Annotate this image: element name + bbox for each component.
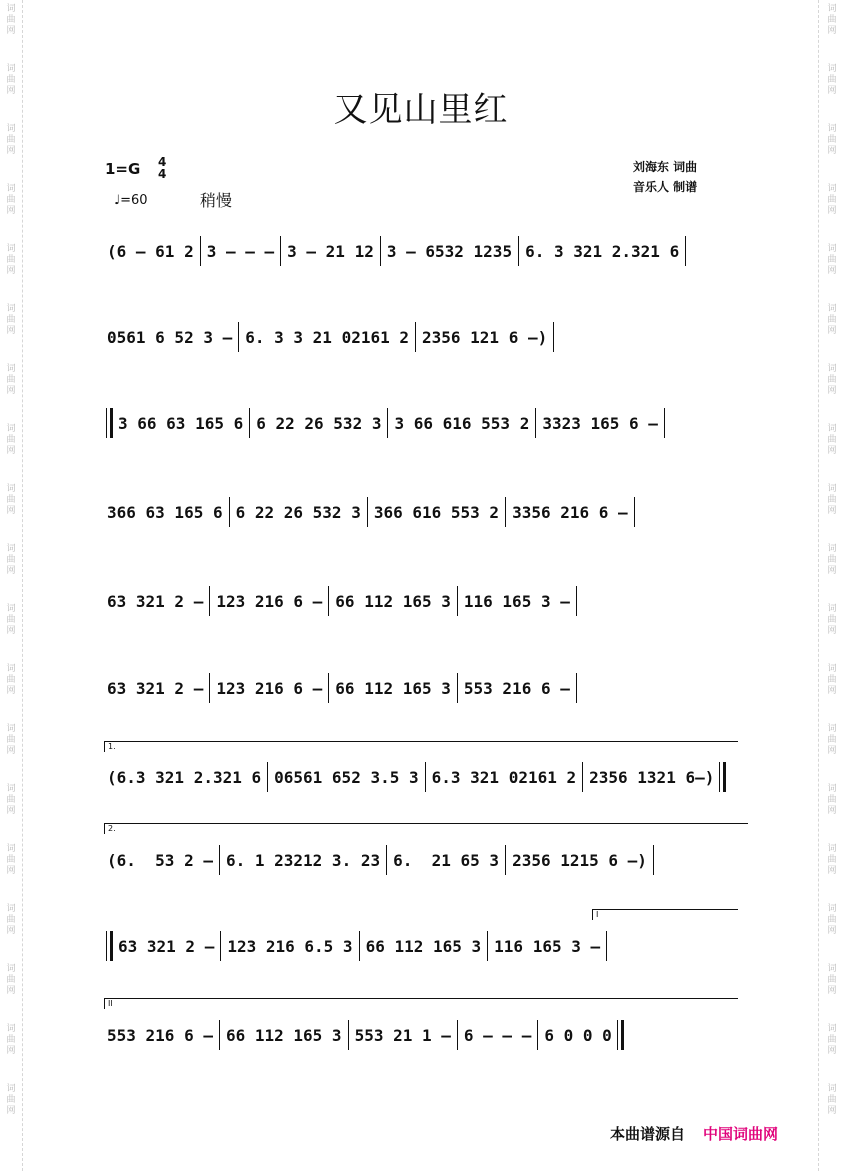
end-barline — [685, 236, 686, 266]
watermark-glyphs: 词 曲 网 — [827, 784, 837, 816]
barline — [415, 322, 416, 352]
watermark-glyphs: 词 曲 网 — [6, 244, 16, 276]
barline — [457, 1020, 458, 1050]
measure: 123 216 6 – — [216, 591, 323, 611]
score-line-1 — [104, 236, 740, 266]
watermark-glyphs: 词 曲 网 — [827, 544, 837, 576]
measure: 2356 1215 6 –) — [512, 850, 647, 870]
time-bottom: 4 — [158, 167, 167, 181]
measure: 6 0 0 0 — [544, 1025, 612, 1045]
barline — [209, 673, 210, 703]
volta-I: I — [592, 909, 738, 920]
credit-composer: 刘海东 词曲 — [633, 160, 698, 174]
page-title: 又见山里红 — [333, 90, 509, 130]
watermark-glyphs: 词 曲 网 — [6, 964, 16, 996]
score-line-7 — [104, 762, 740, 792]
key-signature: 1=G — [105, 160, 141, 178]
measure: 3 – 6532 1235 — [386, 241, 513, 261]
measure: 3356 216 6 – — [512, 502, 628, 522]
footer-prefix: 本曲谱源自 — [610, 1125, 686, 1143]
watermark-glyphs: 词 曲 网 — [827, 424, 837, 456]
measure: 6 22 26 532 3 — [235, 502, 361, 522]
barline — [229, 497, 230, 527]
watermark-glyphs: 词 曲 网 — [827, 844, 837, 876]
measure: 2356 121 6 –) — [422, 327, 548, 347]
measure: 553 216 6 – — [463, 678, 570, 698]
end-barline — [634, 497, 635, 527]
watermark-glyphs: 词 曲 网 — [827, 964, 837, 996]
barline — [209, 586, 210, 616]
barline — [359, 931, 360, 961]
measure: 553 216 6 – — [107, 1025, 213, 1045]
watermark-glyphs: 词 曲 网 — [827, 364, 837, 396]
end-barline — [653, 845, 654, 875]
measure: 63 321 2 – — [107, 678, 204, 698]
measure: 553 21 1 – — [354, 1025, 451, 1045]
tempo-word: 稍慢 — [200, 191, 233, 210]
measure: 3 – 21 12 — [287, 241, 374, 261]
volta-2: 2. — [104, 823, 748, 834]
measure: 6. 1 23212 3. 23 — [225, 850, 381, 870]
measure: 6. 21 65 3 — [393, 850, 500, 870]
time-top: 4 — [158, 155, 167, 169]
watermark-glyphs: 词 曲 网 — [6, 1084, 16, 1116]
watermark-glyphs: 词 曲 网 — [6, 124, 16, 156]
barline — [328, 586, 329, 616]
barline — [220, 931, 221, 961]
barline — [380, 236, 381, 266]
watermark-glyphs: 词 曲 网 — [6, 724, 16, 756]
barline — [238, 322, 239, 352]
barline — [280, 236, 281, 266]
footer-source — [610, 1123, 778, 1144]
credit-arranger: 音乐人 制谱 — [633, 180, 698, 194]
barline — [367, 497, 368, 527]
watermark-glyphs: 词 曲 网 — [827, 904, 837, 936]
barline — [518, 236, 519, 266]
end-barline — [719, 762, 726, 792]
watermark-glyphs: 词 曲 网 — [827, 4, 837, 36]
score-line-9 — [104, 931, 740, 961]
watermark-glyphs: 词 曲 网 — [827, 64, 837, 96]
watermark-glyphs: 词 曲 网 — [827, 244, 837, 276]
measure: 66 112 165 3 — [335, 591, 451, 611]
measure: 6 – – – — [463, 1025, 532, 1045]
watermark-glyphs: 词 曲 网 — [6, 4, 16, 36]
watermark-glyphs: 词 曲 网 — [6, 304, 16, 336]
score-line-5 — [104, 586, 740, 616]
watermark-glyphs: 词 曲 网 — [827, 724, 837, 756]
score-line-2 — [104, 322, 740, 352]
measure: 66 112 165 3 — [335, 678, 451, 698]
measure: 116 165 3 – — [463, 591, 570, 611]
barline — [457, 673, 458, 703]
barline — [535, 408, 536, 438]
watermark-glyphs: 词 曲 网 — [827, 304, 837, 336]
measure: 66 112 165 3 — [225, 1025, 342, 1045]
measure: 123 216 6 – — [216, 678, 323, 698]
measure: 3 66 63 165 6 — [118, 413, 244, 433]
watermark-glyphs: 词 曲 网 — [6, 604, 16, 636]
watermark-glyphs: 词 曲 网 — [6, 664, 16, 696]
watermark-glyphs: 词 曲 网 — [6, 904, 16, 936]
measure: (6 – 61 2 — [107, 241, 194, 261]
barline — [457, 586, 458, 616]
watermark-glyphs: 词 曲 网 — [827, 184, 837, 216]
volta-II: II — [104, 998, 738, 1009]
barline — [505, 497, 506, 527]
measure: 06561 652 3.5 3 — [274, 767, 419, 787]
volta-1: 1. — [104, 741, 738, 752]
score-line-8 — [104, 845, 740, 875]
measure: (6. 53 2 – — [107, 850, 213, 870]
measure: 63 321 2 – — [107, 591, 204, 611]
barline — [200, 236, 201, 266]
barline — [249, 408, 250, 438]
watermark-glyphs: 词 曲 网 — [827, 604, 837, 636]
barline — [487, 931, 488, 961]
barline — [582, 762, 583, 792]
measure: 366 616 553 2 — [373, 502, 500, 522]
measure: 3 – – – — [206, 241, 275, 261]
watermark-glyphs: 词 曲 网 — [827, 124, 837, 156]
barline — [387, 408, 388, 438]
watermark-glyphs: 词 曲 网 — [827, 1024, 837, 1056]
measure: 366 63 165 6 — [107, 502, 223, 522]
measure: (6.3 321 2.321 6 — [107, 767, 262, 787]
end-barline — [617, 1020, 624, 1050]
measure: 66 112 165 3 — [365, 936, 482, 956]
end-barline — [553, 322, 554, 352]
watermark-glyphs: 词 曲 网 — [6, 544, 16, 576]
measure: 6 22 26 532 3 — [256, 413, 382, 433]
score-line-3 — [104, 408, 740, 438]
measure: 116 165 3 – — [494, 936, 601, 956]
measure: 3 66 616 553 2 — [394, 413, 530, 433]
watermark-glyphs: 词 曲 网 — [827, 1084, 837, 1116]
barline — [328, 673, 329, 703]
watermark-glyphs: 词 曲 网 — [6, 844, 16, 876]
measure: 3323 165 6 – — [542, 413, 658, 433]
measure: 63 321 2 – — [118, 936, 215, 956]
time-signature — [158, 156, 166, 180]
end-barline — [576, 586, 577, 616]
measure: 123 216 6.5 3 — [227, 936, 353, 956]
tempo-mark: ♩=60 — [114, 193, 148, 208]
score-line-6 — [104, 673, 740, 703]
watermark-glyphs: 词 曲 网 — [6, 424, 16, 456]
measure: 6. 3 3 21 02161 2 — [245, 327, 409, 347]
barline — [267, 762, 268, 792]
measure: 6. 3 321 2.321 6 — [525, 241, 680, 261]
end-barline — [576, 673, 577, 703]
watermark-glyphs: 词 曲 网 — [6, 64, 16, 96]
measure: 6.3 321 02161 2 — [431, 767, 577, 787]
repeat-start-barline — [106, 408, 113, 438]
barline — [219, 845, 220, 875]
barline — [425, 762, 426, 792]
footer-brand-link[interactable]: 中国词曲网 — [703, 1125, 779, 1143]
barline — [219, 1020, 220, 1050]
watermark-glyphs: 词 曲 网 — [827, 664, 837, 696]
end-barline — [606, 931, 607, 961]
watermark-glyphs: 词 曲 网 — [6, 1024, 16, 1056]
barline — [348, 1020, 349, 1050]
watermark-glyphs: 词 曲 网 — [6, 484, 16, 516]
watermark-glyphs: 词 曲 网 — [827, 484, 837, 516]
watermark-glyphs: 词 曲 网 — [6, 364, 16, 396]
measure: 0561 6 52 3 – — [107, 327, 233, 347]
barline — [386, 845, 387, 875]
score-line-10 — [104, 1020, 740, 1050]
end-barline — [664, 408, 665, 438]
barline — [505, 845, 506, 875]
score-line-4 — [104, 497, 740, 527]
measure: 2356 1321 6–) — [589, 767, 715, 787]
watermark-glyphs: 词 曲 网 — [6, 784, 16, 816]
repeat-start-barline — [106, 931, 113, 961]
watermark-glyphs: 词 曲 网 — [6, 184, 16, 216]
barline — [537, 1020, 538, 1050]
